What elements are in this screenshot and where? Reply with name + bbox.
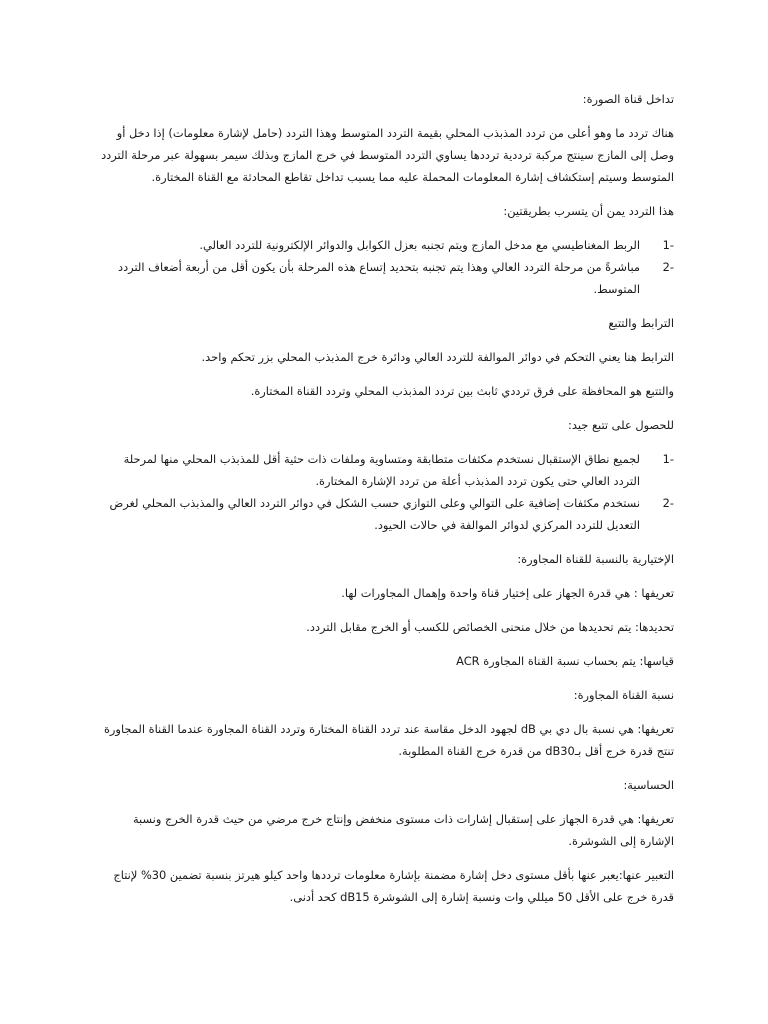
paragraph-selectivity-definition: تعريفها : هي قدرة الجهاز على إختيار قناة واحدة وإهمال المجاورات لها. (341, 586, 674, 600)
paragraph-selectivity-determination: تحديدها: يتم تحديدها من خلال منحنى الخصائص للكسب أو الخرج مقابل التردد. (306, 620, 674, 634)
paragraph-sensitivity-expression: التعبير عنها:يعبر عنها بأقل مستوى دخل إشارة مضمنة بإشارة معلومات ترددها واحد كيلو هيرتز بنسبة تضمين 30% لإنتاج قدرة خرج على الأقل 50 ميللي وات ونسبة إشارة إلى الشوشرة dB15 كحد أدنى. (113, 868, 674, 904)
heading-sensitivity: الحساسية: (623, 778, 674, 792)
heading-adjacent-channel-ratio: نسبة القناة المجاورة: (573, 688, 674, 702)
paragraph-tracking-following: والتتبع هو المحافظة على فرق ترددي ثابث بين تردد المذبذب المحلي وتردد القناة المختارة. (250, 384, 674, 398)
paragraph-image-interference: هناك تردد ما وهو أعلى من تردد المذبذب المحلي بقيمة التردد المتوسط وهذا التردد (حامل لإشارة معلومات) إذا دخل أو وصل إلى المازج سينتج مركبة ترددية ترددها يساوي التردد المتوسط في خرج المازج وبذلك سيمر بسهولة عبر مرحلة التردد المتوسط وسيتم إستكشاف إشارة المعلومات المحملة عليه مما يسبب تداخل تقاطع المحادثة مع القناة المختارة. (101, 126, 674, 184)
list-item (98, 492, 674, 536)
list-leak-methods (98, 234, 674, 300)
heading-tracking: الترابط والتتبع (608, 316, 674, 330)
paragraph-leak-intro: هذا التردد يمن أن يتسرب بطريقتين: (503, 204, 674, 218)
paragraph-tracking-definition: الترابط هنا يعني التحكم في دوائر الموالفة للتردد العالي ودائرة خرج المذبذب المحلي بزر تحكم واحد. (201, 350, 674, 364)
paragraph-selectivity-measurement: قياسها: يتم بحساب نسبة القناة المجاورة ACR (456, 654, 674, 668)
list-item-text: الربط المغناطيسي مع مدخل المازج ويتم تجنبه بعزل الكوابل والدوائر الإلكترونية للتردد العالي. (199, 238, 640, 252)
heading-image-channel-interference: تداخل قناة الصورة: (582, 92, 674, 106)
paragraph-good-tracking-intro: للحصول على تتبع جيد: (568, 418, 674, 432)
list-item-text: نستخدم مكثفات إضافية على التوالي وعلى التوازي حسب الشكل في دوائر التردد العالي والمذبذب المحلي لغرض التعديل للتردد المركزي لدوائر الموالفة في حالات الحيود. (109, 496, 640, 532)
list-item-text: لجميع نطاق الإستقبال نستخدم مكثفات متطابقة ومتساوية وملفات ذات حثية أقل للمذبذب المحلي منها لمرحلة التردد العالي حتى يكون تردد المذبذب أعلة من تردد الإشارة المختارة. (123, 452, 640, 488)
list-item-number: 1- (662, 452, 674, 466)
heading-adjacent-selectivity: الإختيارية بالنسبة للقناة المجاورة: (517, 552, 674, 566)
list-item-number: 1- (662, 238, 674, 252)
list-item (98, 448, 674, 492)
paragraph-acr-definition: تعريفها: هي نسبة بال دي بي dB لجهود الدخل مقاسة عند تردد القناة المختارة وتردد القناة المجاورة عندما القناة المجاورة تنتج قدرة خرج أقل بـdB30 من قدرة خرج القناة المطلوبة. (103, 722, 674, 758)
list-item (98, 234, 674, 256)
list-item-number: 2- (662, 496, 674, 510)
paragraph-sensitivity-definition: تعريفها: هي قدرة الجهاز على إستقبال إشارات ذات مستوى منخفض وإنتاج خرج مرضي من حيث قدرة الخرج ونسبة الإشارة إلى الشوشرة. (132, 812, 674, 848)
list-good-tracking (98, 448, 674, 536)
list-item (98, 256, 674, 300)
list-item-number: 2- (662, 260, 674, 274)
list-item-text: مباشرةً من مرحلة التردد العالي وهذا يتم تجنبه بتحديد إتساع هذه المرحلة بأن يكون أقل من أربعة أضعاف التردد المتوسط. (118, 260, 640, 296)
